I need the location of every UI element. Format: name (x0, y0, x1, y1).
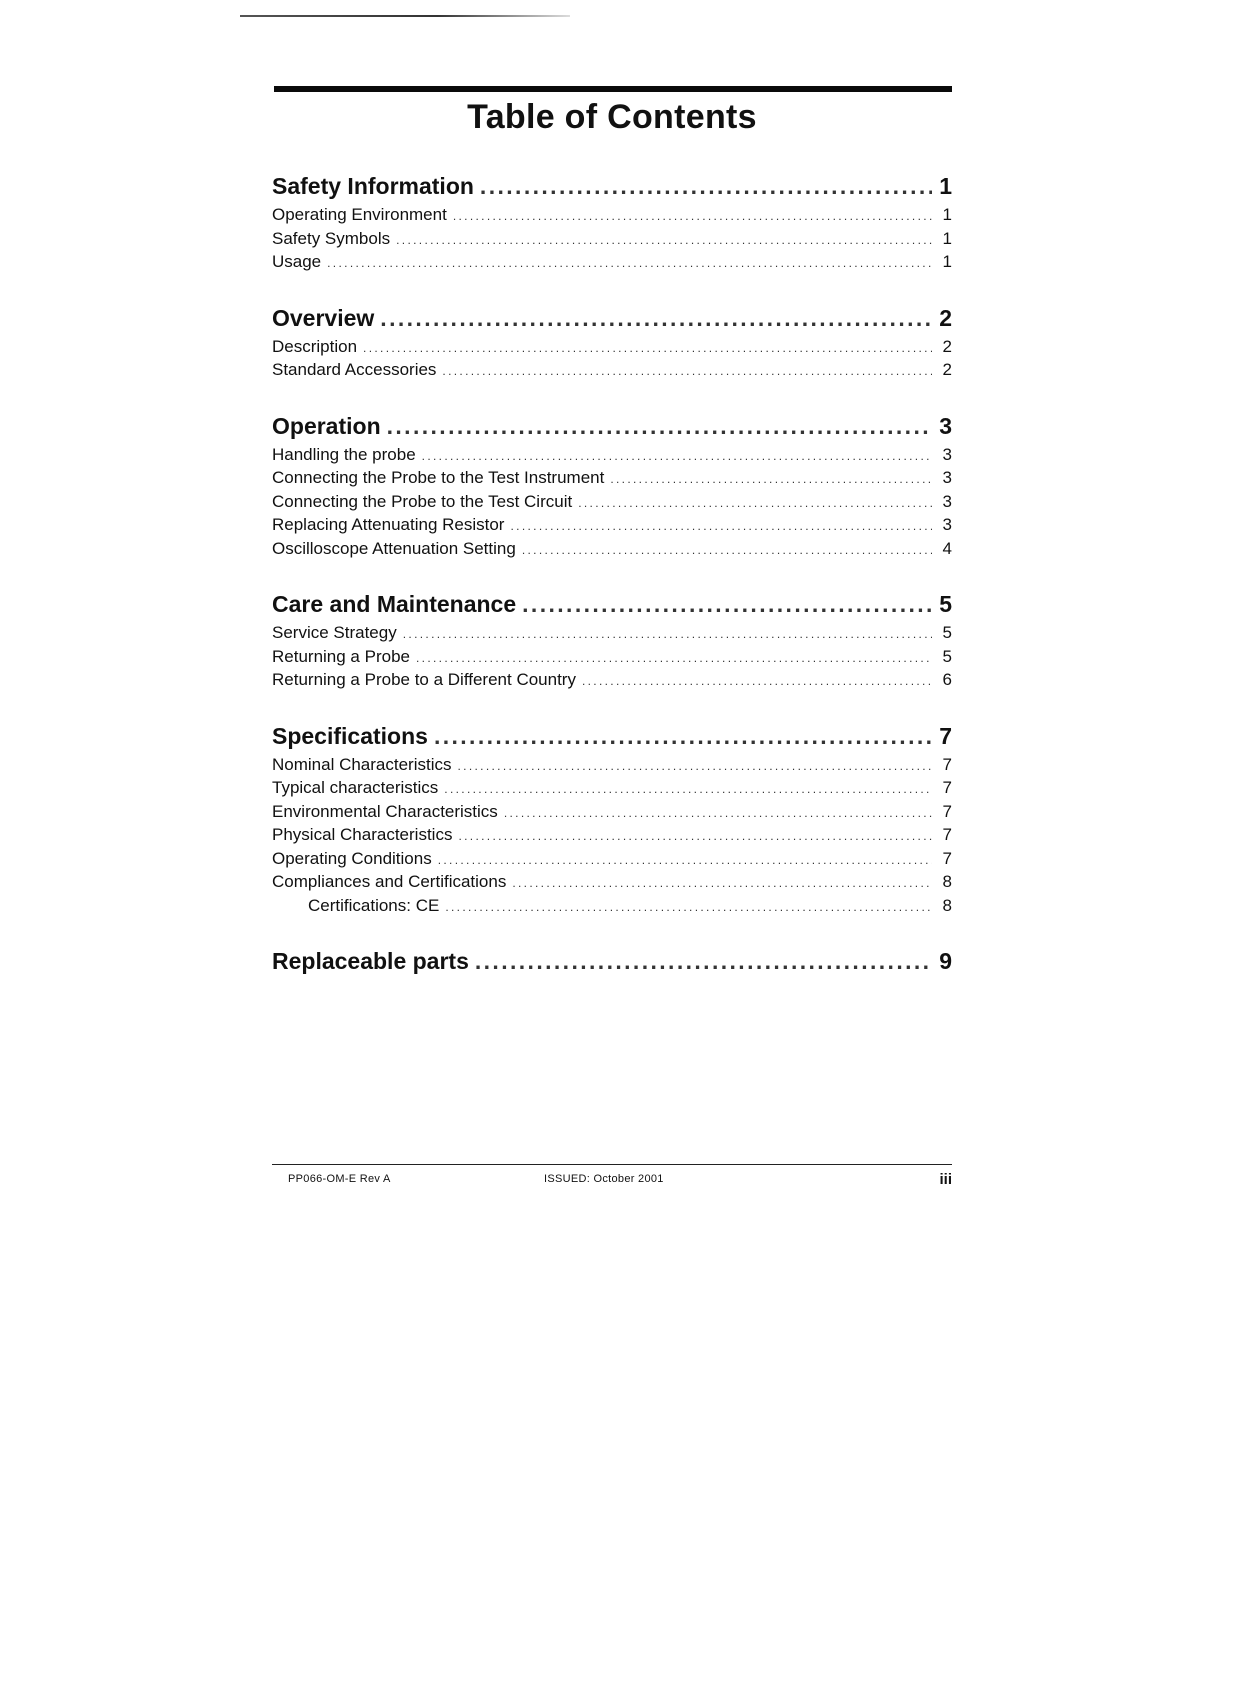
toc-leader-dots (512, 876, 932, 890)
toc-page-number: 5 (939, 591, 952, 617)
toc-entry[interactable] (272, 468, 952, 492)
toc-leader-dots (438, 853, 932, 867)
toc-heading-label: Replaceable parts (272, 948, 469, 974)
toc-entry[interactable] (272, 492, 952, 516)
scan-artifact-line (240, 15, 570, 17)
toc-leader-dots (403, 627, 932, 641)
toc-entry-label: Compliances and Certifications (272, 872, 507, 891)
toc-page-number: 3 (942, 444, 952, 464)
footer-doc-id: PP066-OM-E Rev A (288, 1173, 391, 1185)
footer-rule (272, 1164, 952, 1165)
toc-entry[interactable] (272, 670, 952, 694)
toc-leader-dots (453, 209, 932, 223)
toc-entry-label: Typical characteristics (272, 778, 439, 797)
toc-page-number: 1 (939, 173, 952, 199)
toc-leader-dots (458, 759, 933, 773)
toc-leader-dots (504, 806, 932, 820)
toc-heading-label: Overview (272, 304, 375, 331)
toc-page-number: 8 (942, 872, 952, 891)
toc-page-number: 7 (942, 848, 952, 868)
toc-section-care-and-maintenance (272, 591, 952, 694)
toc-entry[interactable] (272, 445, 952, 469)
toc-title: Table of Contents (467, 98, 757, 136)
toc-entry[interactable] (272, 229, 952, 253)
toc-page-number: 8 (942, 895, 952, 915)
toc-leader-dots (444, 782, 932, 796)
toc-entry-label: Operating Environment (272, 205, 447, 224)
toc-entry[interactable] (272, 337, 952, 361)
toc-heading-label: Care and Maintenance (272, 591, 517, 617)
toc-page-number: 5 (942, 623, 952, 642)
toc-entry-label: Connecting the Probe to the Test Instrument (272, 468, 605, 487)
toc-entry[interactable] (272, 755, 952, 779)
toc-entry-label: Service Strategy (272, 623, 397, 642)
toc-page-number: 7 (942, 754, 952, 774)
toc-page-number: 3 (942, 491, 952, 511)
toc-leader-dots (610, 472, 932, 486)
toc-heading[interactable] (272, 413, 952, 443)
toc-leader-dots (380, 305, 932, 332)
toc-page-number: 2 (942, 360, 952, 379)
toc-entry-label: Nominal Characteristics (272, 754, 452, 774)
toc-leader-dots (327, 256, 932, 270)
page-footer (272, 1164, 952, 1193)
toc-page-number: 5 (942, 646, 952, 666)
toc-page-number: 2 (939, 304, 952, 331)
toc-section-overview (272, 305, 952, 384)
toc-page-number: 2 (942, 336, 952, 356)
toc-page-number: 7 (942, 825, 952, 844)
toc-section-safety-information (272, 173, 952, 276)
toc-heading[interactable] (272, 723, 952, 753)
toc-entry-label: Oscilloscope Attenuation Setting (272, 538, 516, 558)
toc-entry[interactable] (272, 252, 952, 276)
title-rule (274, 86, 952, 92)
toc-page-number: 1 (942, 228, 952, 248)
toc-entry-label: Returning a Probe (272, 646, 410, 666)
toc-entry[interactable] (272, 205, 952, 229)
toc-leader-dots (396, 233, 932, 247)
toc-entry-label: Physical Characteristics (272, 825, 453, 844)
toc-section-operation (272, 413, 952, 563)
toc-page-number: 7 (942, 778, 952, 797)
toc-leader-dots (363, 341, 932, 355)
toc-entry-label: Safety Symbols (272, 228, 391, 248)
toc-entry-label: Returning a Probe to a Different Country (272, 670, 576, 689)
toc-page-number: 7 (939, 722, 952, 749)
toc-section-replaceable-parts (272, 948, 952, 978)
toc-leader-dots (578, 496, 932, 510)
toc-heading-label: Specifications (272, 722, 428, 749)
toc-leader-dots (475, 948, 932, 975)
toc-heading[interactable] (272, 305, 952, 335)
toc-entry[interactable] (272, 515, 952, 539)
toc-leader-dots (387, 413, 932, 440)
toc-leader-dots (416, 651, 932, 665)
toc-leader-dots (522, 591, 932, 618)
toc-entry[interactable] (272, 623, 952, 647)
toc-page-number: 7 (942, 801, 952, 821)
footer-row (272, 1171, 952, 1193)
toc-entry-label: Certifications: CE (308, 895, 440, 915)
toc-page-number: 3 (942, 468, 952, 487)
toc-heading[interactable] (272, 591, 952, 621)
toc-page-number: 6 (942, 670, 952, 689)
toc-entry-label: Environmental Characteristics (272, 801, 498, 821)
toc-leader-dots (422, 449, 932, 463)
toc-page-number: 1 (942, 252, 952, 271)
toc-page-number: 4 (942, 538, 952, 558)
toc-heading[interactable] (272, 173, 952, 203)
toc-heading-label: Operation (272, 412, 381, 439)
toc-entry-label: Replacing Attenuating Resistor (272, 515, 505, 534)
toc-entry[interactable] (272, 802, 952, 826)
toc-entry-label: Usage (272, 252, 322, 271)
toc-heading-label: Safety Information (272, 173, 474, 199)
toc-heading[interactable] (272, 948, 952, 978)
toc-page-number: 9 (939, 948, 952, 974)
toc-page-number: 3 (939, 412, 952, 439)
toc-leader-dots (434, 723, 932, 750)
toc-leader-dots (458, 829, 932, 843)
toc-leader-dots (480, 173, 932, 200)
toc-leader-dots (522, 543, 932, 557)
toc-entry[interactable] (272, 825, 952, 849)
toc-leader-dots (442, 364, 932, 378)
toc-leader-dots (510, 519, 932, 533)
toc-subentry[interactable] (272, 896, 952, 920)
toc-page-number: 3 (942, 515, 952, 534)
toc-entry[interactable] (272, 872, 952, 896)
toc-leader-dots (582, 674, 932, 688)
toc-entry[interactable] (272, 539, 952, 563)
toc-entry[interactable] (272, 778, 952, 802)
toc-entry-label: Standard Accessories (272, 360, 437, 379)
toc-page (272, 86, 952, 1007)
toc-entry-label: Operating Conditions (272, 848, 432, 868)
toc-entry-label: Connecting the Probe to the Test Circuit (272, 491, 573, 511)
toc-entry-label: Description (272, 336, 358, 356)
toc-entry-label: Handling the probe (272, 444, 416, 464)
toc-entry[interactable] (272, 849, 952, 873)
footer-issued-date: ISSUED: October 2001 (544, 1173, 664, 1185)
footer-page-number: iii (939, 1171, 952, 1188)
toc-page-number: 1 (942, 205, 952, 224)
toc-entry[interactable] (272, 647, 952, 671)
toc-entry[interactable] (272, 360, 952, 384)
toc-leader-dots (445, 900, 932, 914)
toc-section-specifications (272, 723, 952, 920)
